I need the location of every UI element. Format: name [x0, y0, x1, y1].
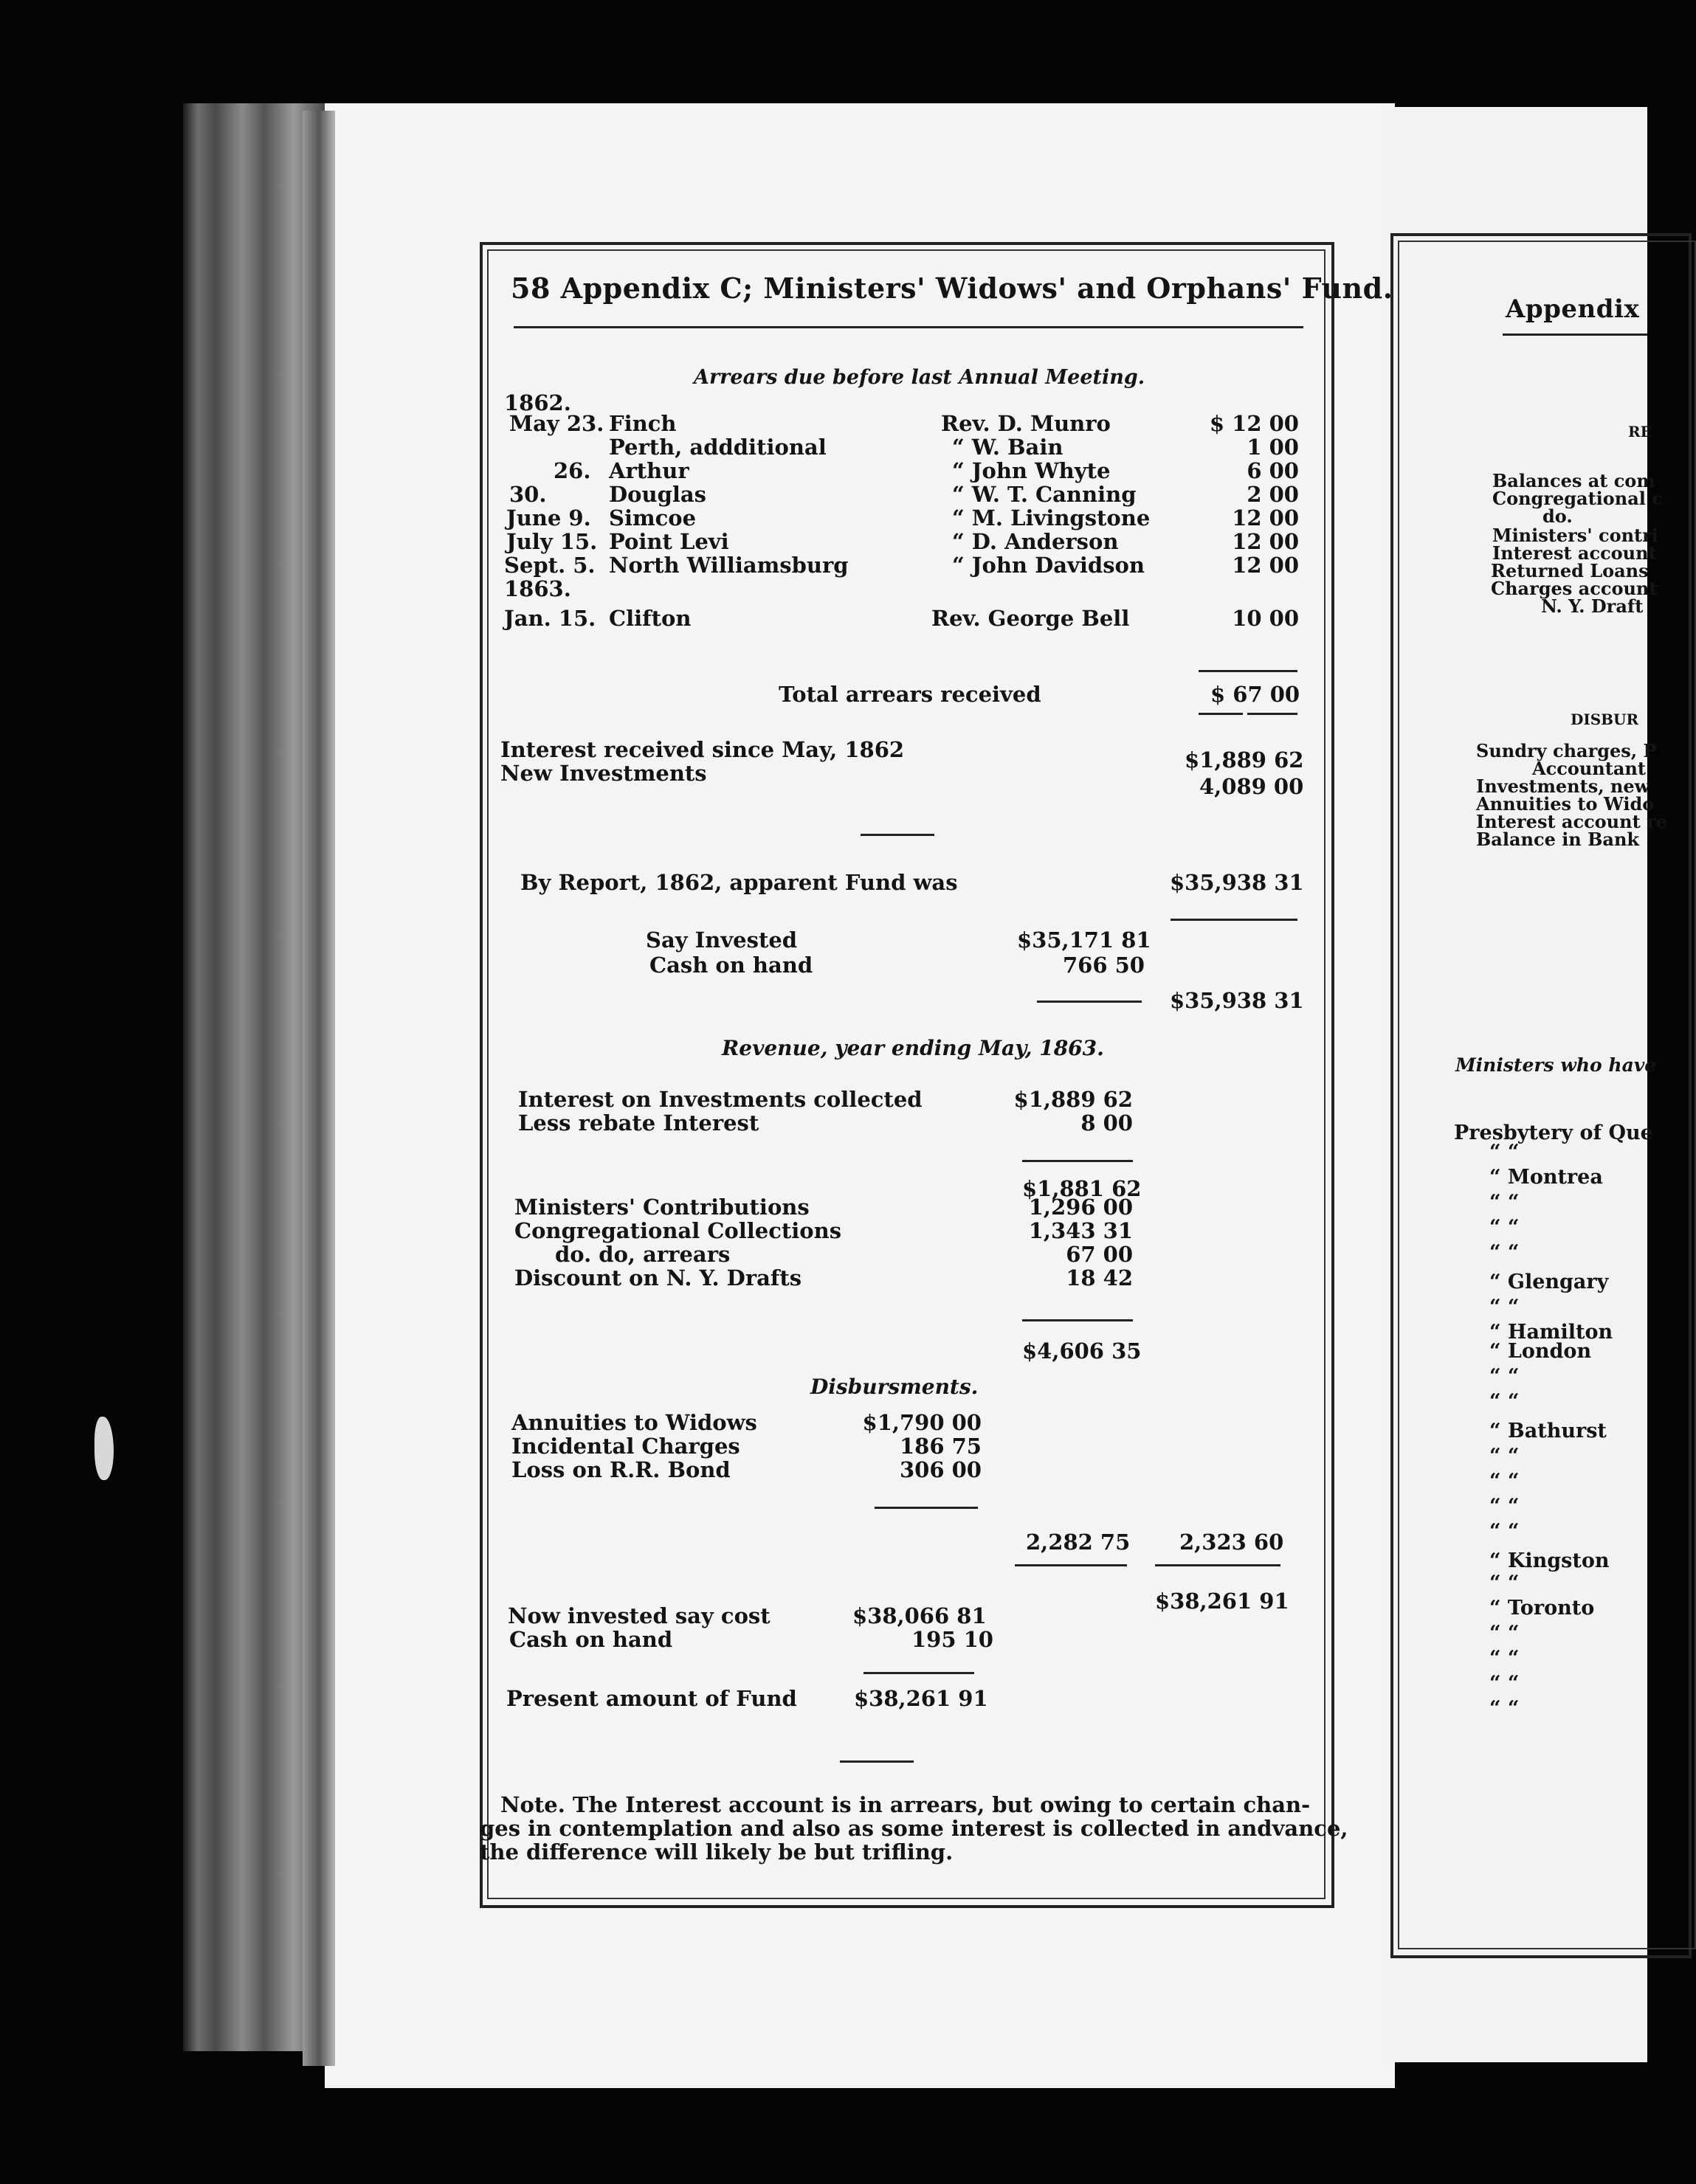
contribution-label: Discount on N. Y. Drafts — [514, 1265, 802, 1290]
total-arrears-underline-b — [1247, 713, 1297, 715]
say-invested-label: Say Invested — [646, 927, 798, 953]
note-line-3: the difference will likely be but trifling. — [480, 1839, 954, 1865]
arrears-date: July 15. — [506, 529, 598, 554]
arrears-place: Finch — [609, 411, 677, 436]
revenue-label: Less rebate Interest — [518, 1110, 759, 1136]
presbytery-row: “ Bathurst — [1489, 1420, 1607, 1442]
contribution-amount: 1,343 31 — [1028, 1218, 1133, 1243]
new-investments-label: New Investments — [500, 761, 707, 786]
now-invested-label: Now invested say cost — [508, 1603, 771, 1628]
disbursement-label: Annuities to Widows — [511, 1410, 757, 1435]
right-receipt-row: Ministers' contri — [1492, 525, 1658, 546]
revenue-title: Revenue, year ending May, 1863. — [722, 1036, 1104, 1060]
right-receipt-row: Returned Loans — [1491, 560, 1649, 581]
arrears-amount: 12 00 — [1232, 505, 1299, 531]
presbytery-row: “ “ — [1489, 1622, 1520, 1645]
contribution-label: Ministers' Contributions — [514, 1195, 810, 1220]
new-investments-amount: 4,089 00 — [1199, 774, 1304, 799]
revenue-net: $1,881 62 — [1022, 1176, 1142, 1201]
presbytery-row: “ “ — [1489, 1697, 1520, 1720]
now-invested-amount: $38,066 81 — [852, 1603, 987, 1628]
revenue-rebate-rule — [1022, 1160, 1133, 1162]
arrears-minister: “ W. T. Canning — [952, 482, 1137, 507]
presbytery-row: “ Hamilton — [1489, 1321, 1613, 1344]
cash-on-hand-label: Cash on hand — [649, 953, 813, 978]
presbytery-row: Presbytery of Que — [1454, 1122, 1653, 1144]
presbytery-row: “ Kingston — [1489, 1549, 1610, 1572]
arrears-minister: “ D. Anderson — [952, 529, 1119, 554]
arrears-minister: “ John Davidson — [952, 553, 1145, 578]
right-disbursement-row: Sundry charges, P — [1476, 740, 1657, 761]
disbursement-amount: 306 00 — [900, 1457, 982, 1482]
present-amount: $38,261 91 — [854, 1686, 988, 1711]
fund-total: $38,261 91 — [1155, 1589, 1289, 1614]
right-heading-disbursements: DISBUR — [1571, 711, 1639, 728]
presbytery-row: “ “ — [1489, 1390, 1520, 1413]
right-disbursement-row: Balance in Bank — [1476, 829, 1640, 850]
right-disbursement-row: Annuities to Wido — [1476, 793, 1655, 815]
right-page-header: Appendix — [1506, 294, 1640, 324]
disbursements-sum-rule — [875, 1507, 978, 1509]
presbytery-row: “ “ — [1489, 1296, 1520, 1319]
revenue-amount: 8 00 — [1080, 1110, 1133, 1136]
present-label: Present amount of Fund — [506, 1686, 797, 1711]
presbytery-row: “ Glengary — [1489, 1271, 1609, 1293]
presbytery-row: “ London — [1489, 1340, 1592, 1363]
disbursement-amount: $1,790 00 — [862, 1410, 982, 1435]
report-label: By Report, 1862, apparent Fund was — [520, 870, 958, 895]
scan-debris — [94, 1417, 114, 1480]
presbytery-row: “ “ — [1489, 1141, 1520, 1164]
report-underline — [1171, 919, 1297, 921]
presbytery-row: “ “ — [1489, 1572, 1520, 1594]
right-receipt-row: Congregational c — [1492, 488, 1663, 509]
note-line-1: Note. The Interest account is in arrears, but owing to certain chan- — [500, 1792, 1311, 1817]
arrears-amount: 1 00 — [1247, 435, 1299, 460]
revenue-total-rule — [1022, 1319, 1133, 1321]
disbursements-total: 2,282 75 — [1026, 1530, 1131, 1555]
disbursement-label: Loss on R.R. Bond — [511, 1457, 731, 1482]
arrears-minister: “ W. Bain — [952, 435, 1064, 460]
header-rule — [514, 326, 1303, 328]
presbytery-row: “ “ — [1489, 1495, 1520, 1518]
disbursement-label: Incidental Charges — [511, 1434, 740, 1459]
total-arrears-amount: $ 67 00 — [1210, 682, 1300, 707]
balance-difference: 2,323 60 — [1179, 1530, 1284, 1555]
contribution-amount: 1,296 00 — [1028, 1195, 1133, 1220]
contribution-label: Congregational Collections — [514, 1218, 842, 1243]
presbytery-row: “ Toronto — [1489, 1597, 1595, 1620]
arrears-amount: 2 00 — [1247, 482, 1299, 507]
page-stack — [303, 111, 335, 2066]
presbytery-row: “ “ — [1489, 1470, 1520, 1493]
report-amount: $35,938 31 — [1170, 870, 1304, 895]
arrears-date: Jan. 15. — [504, 606, 596, 631]
presbytery-row: “ “ — [1489, 1241, 1520, 1264]
revenue-total: $4,606 35 — [1022, 1338, 1142, 1364]
presbytery-row: “ “ — [1489, 1647, 1520, 1670]
total-arrears-label: Total arrears received — [779, 682, 1041, 707]
arrears-title: Arrears due before last Annual Meeting. — [694, 366, 1145, 389]
difference-underline — [1155, 1564, 1280, 1566]
arrears-sum-rule — [1199, 670, 1297, 672]
arrears-date: 1863. — [504, 576, 571, 601]
right-heading-receipts: RE — [1628, 423, 1652, 440]
total-arrears-underline-a — [1199, 713, 1243, 715]
right-receipt-row: Interest account — [1492, 542, 1657, 564]
interest-amount: $1,889 62 — [1185, 747, 1304, 773]
contribution-amount: 67 00 — [1066, 1242, 1133, 1267]
arrears-date: June 9. — [506, 505, 591, 531]
arrears-date: 1862. — [504, 390, 571, 415]
right-receipt-row: Balances at com — [1492, 470, 1655, 491]
presbytery-row: “ Montrea — [1489, 1166, 1603, 1189]
arrears-place: Point Levi — [609, 529, 729, 554]
arrears-date: Sept. 5. — [504, 553, 596, 578]
arrears-amount: 10 00 — [1232, 606, 1299, 631]
right-header-rule — [1503, 334, 1647, 336]
arrears-amount: 12 00 — [1232, 529, 1299, 554]
presbytery-row: “ “ — [1489, 1216, 1520, 1239]
cash-label: Cash on hand — [509, 1627, 673, 1652]
page-header: 58 Appendix C; Ministers' Widows' and Orphans' Fund. — [511, 272, 1393, 305]
section-divider — [861, 834, 934, 836]
right-receipt-row: N. Y. Draft — [1541, 595, 1644, 617]
presbytery-row: “ “ — [1489, 1520, 1520, 1543]
arrears-amount: 6 00 — [1247, 458, 1299, 483]
disbursements-title: Disbursments. — [810, 1375, 979, 1399]
revenue-amount: $1,889 62 — [1013, 1087, 1133, 1112]
right-disbursement-row: Interest account re — [1476, 811, 1667, 832]
arrears-date: 30. — [509, 482, 547, 507]
say-invested-amount: $35,171 81 — [1017, 927, 1151, 953]
cash-on-hand-amount: 766 50 — [1063, 953, 1145, 978]
arrears-amount: 12 00 — [1232, 553, 1299, 578]
right-receipt-row: Charges account — [1491, 578, 1658, 599]
right-receipt-row: do. — [1542, 505, 1573, 527]
right-disbursement-row: Investments, new — [1476, 775, 1650, 797]
present-sum-rule — [863, 1672, 974, 1674]
cash-amount: 195 10 — [911, 1627, 993, 1652]
invested-sum-rule — [1037, 1001, 1142, 1003]
arrears-minister: Rev. D. Munro — [941, 411, 1111, 436]
arrears-minister: “ John Whyte — [952, 458, 1111, 483]
note-line-2: ges in contemplation and also as some interest is collected in andvance, — [480, 1816, 1348, 1841]
arrears-date: May 23. — [509, 411, 604, 436]
presbytery-row: “ “ — [1489, 1672, 1520, 1695]
arrears-place: Perth, addditional — [609, 435, 827, 460]
arrears-amount: $ 12 00 — [1209, 411, 1299, 436]
arrears-place: Clifton — [609, 606, 692, 631]
contribution-amount: 18 42 — [1066, 1265, 1133, 1290]
disbursements-underline — [1015, 1564, 1127, 1566]
interest-label: Interest received since May, 1862 — [500, 737, 905, 762]
contribution-label: do. do, arrears — [555, 1242, 731, 1267]
arrears-date: 26. — [554, 458, 591, 483]
arrears-place: Arthur — [609, 458, 689, 483]
report-total: $35,938 31 — [1170, 988, 1304, 1013]
presbytery-row: “ “ — [1489, 1191, 1520, 1214]
revenue-label: Interest on Investments collected — [518, 1087, 923, 1112]
right-disbursement-row: Accountant — [1532, 758, 1646, 779]
note-divider — [840, 1760, 914, 1763]
arrears-minister: Rev. George Bell — [931, 606, 1130, 631]
right-ministers-heading: Ministers who have — [1455, 1054, 1657, 1076]
disbursement-amount: 186 75 — [900, 1434, 982, 1459]
presbytery-row: “ “ — [1489, 1365, 1520, 1388]
arrears-minister: “ M. Livingstone — [952, 505, 1151, 531]
presbytery-row: “ “ — [1489, 1445, 1520, 1468]
arrears-place: Douglas — [609, 482, 706, 507]
arrears-place: Simcoe — [609, 505, 697, 531]
arrears-place: North Williamsburg — [609, 553, 849, 578]
